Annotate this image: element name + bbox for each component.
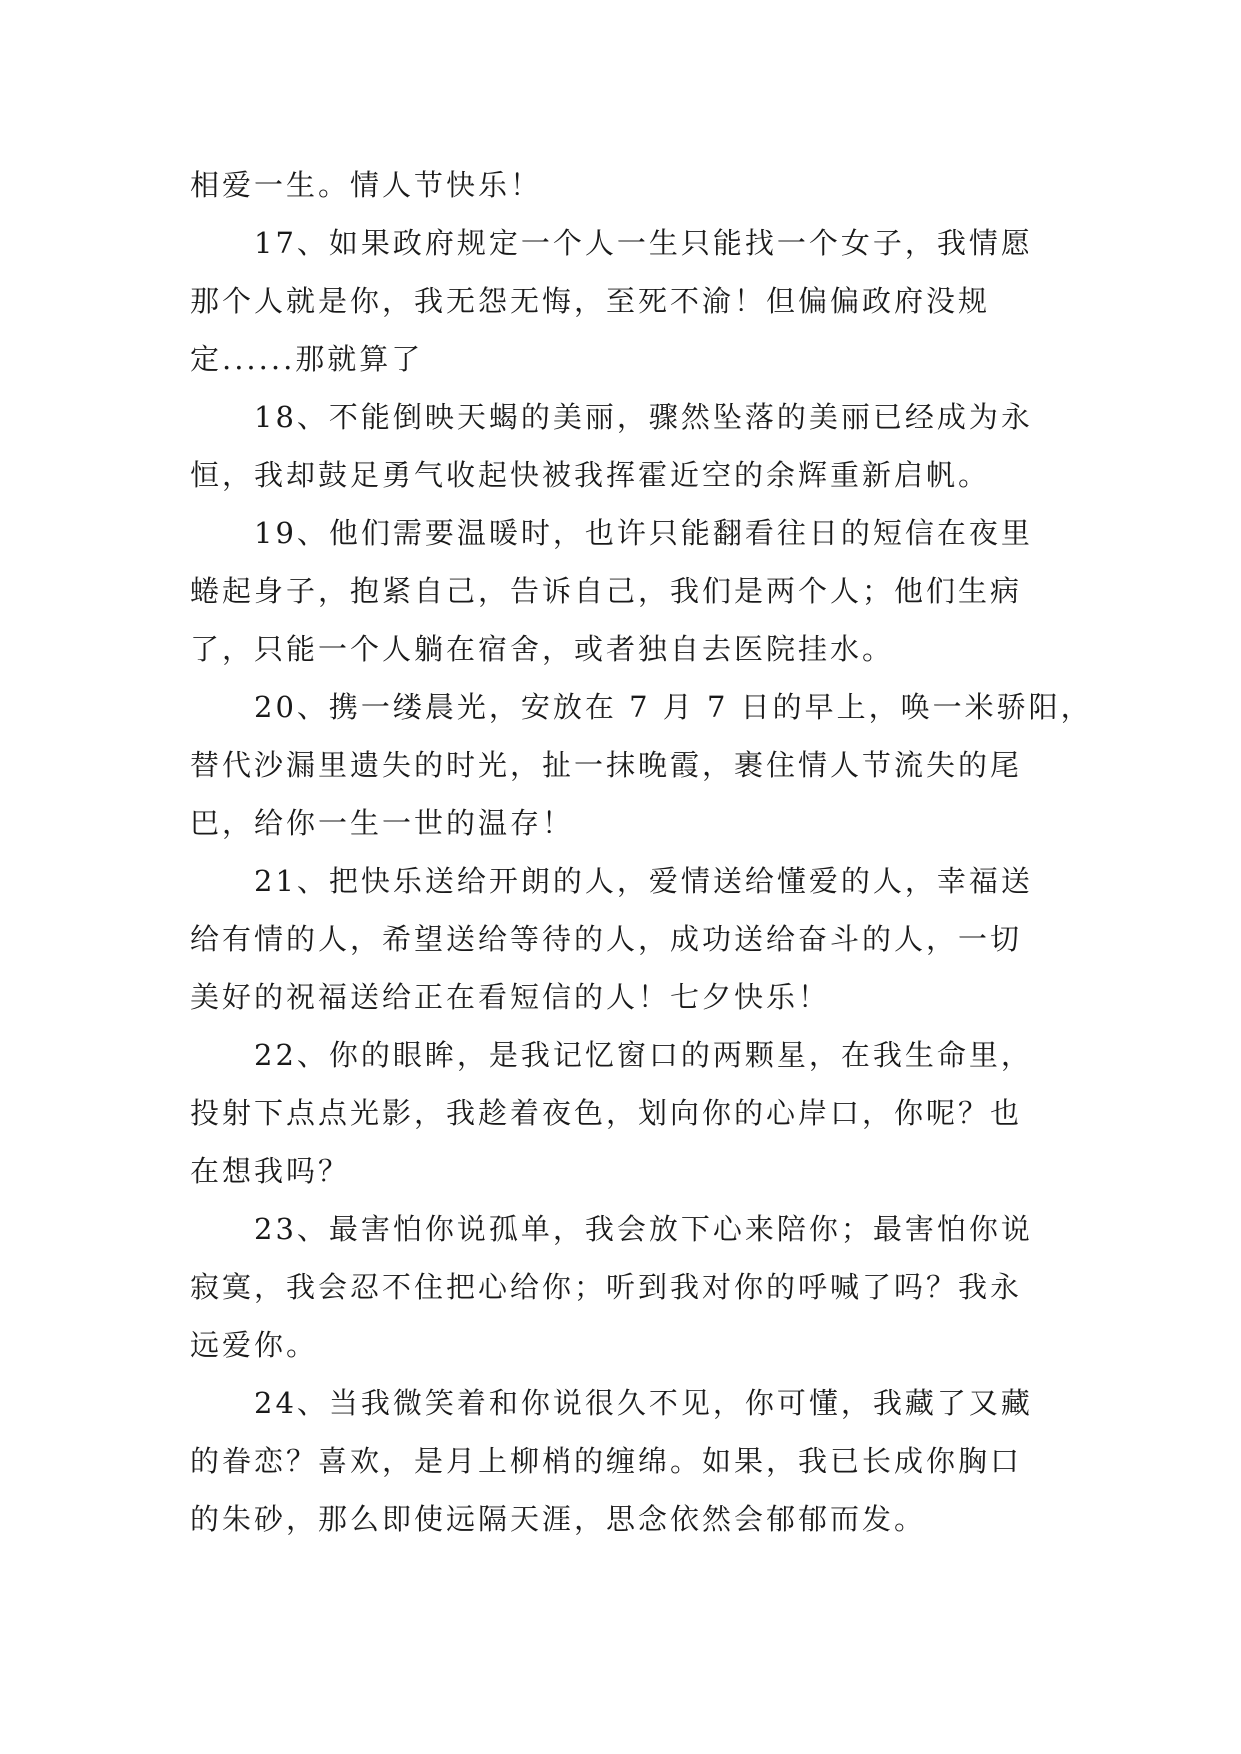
text-line: 21、把快乐送给开朗的人，爱情送给懂爱的人，幸福送: [254, 864, 1033, 898]
text-line: 的朱砂，那么即使远隔天涯，思念依然会郁郁而发。: [190, 1502, 927, 1536]
text-line: 替代沙漏里遗失的时光，扯一抹晚霞，裹住情人节流失的尾: [190, 748, 1023, 782]
text-line: 的眷恋？喜欢，是月上柳梢的缠绵。如果，我已长成你胸口: [190, 1444, 1023, 1478]
text-line: 了，只能一个人躺在宿舍，或者独自去医院挂水。: [190, 632, 895, 666]
text-line: 给有情的人，希望送给等待的人，成功送给奋斗的人，一切: [190, 922, 1023, 956]
text-line: 22、你的眼眸，是我记忆窗口的两颗星，在我生命里，: [254, 1038, 1033, 1072]
text-line: 相爱一生。情人节快乐！: [190, 168, 543, 202]
text-line: 那个人就是你，我无怨无悔，至死不渝！但偏偏政府没规: [190, 284, 991, 318]
text-line: 巴，给你一生一世的温存！: [190, 806, 575, 840]
text-line: 在想我吗？: [190, 1154, 351, 1188]
text-line: 远爱你。: [190, 1328, 319, 1362]
text-line: 定......那就算了: [190, 342, 424, 376]
text-line: 17、如果政府规定一个人一生只能找一个女子，我情愿: [254, 226, 1033, 260]
text-line: 20、携一缕晨光，安放在 7 月 7 日的早上，唤一米骄阳，: [254, 690, 1093, 724]
text-line: 23、最害怕你说孤单，我会放下心来陪你；最害怕你说: [254, 1212, 1033, 1246]
text-line: 投射下点点光影，我趁着夜色，划向你的心岸口，你呢？也: [190, 1096, 1023, 1130]
text-line: 18、不能倒映天蝎的美丽，骤然坠落的美丽已经成为永: [254, 400, 1033, 434]
text-line: 19、他们需要温暖时，也许只能翻看往日的短信在夜里: [254, 516, 1033, 550]
text-line: 美好的祝福送给正在看短信的人！七夕快乐！: [190, 980, 831, 1014]
text-line: 寂寞，我会忍不住把心给你；听到我对你的呼喊了吗？我永: [190, 1270, 1023, 1304]
document-body: [190, 156, 1093, 1548]
text-line: 蜷起身子，抱紧自己，告诉自己，我们是两个人；他们生病: [190, 574, 1023, 608]
text-line: 24、当我微笑着和你说很久不见，你可懂，我藏了又藏: [254, 1386, 1033, 1420]
text-line: 恒，我却鼓足勇气收起快被我挥霍近空的余辉重新启帆。: [190, 458, 991, 492]
